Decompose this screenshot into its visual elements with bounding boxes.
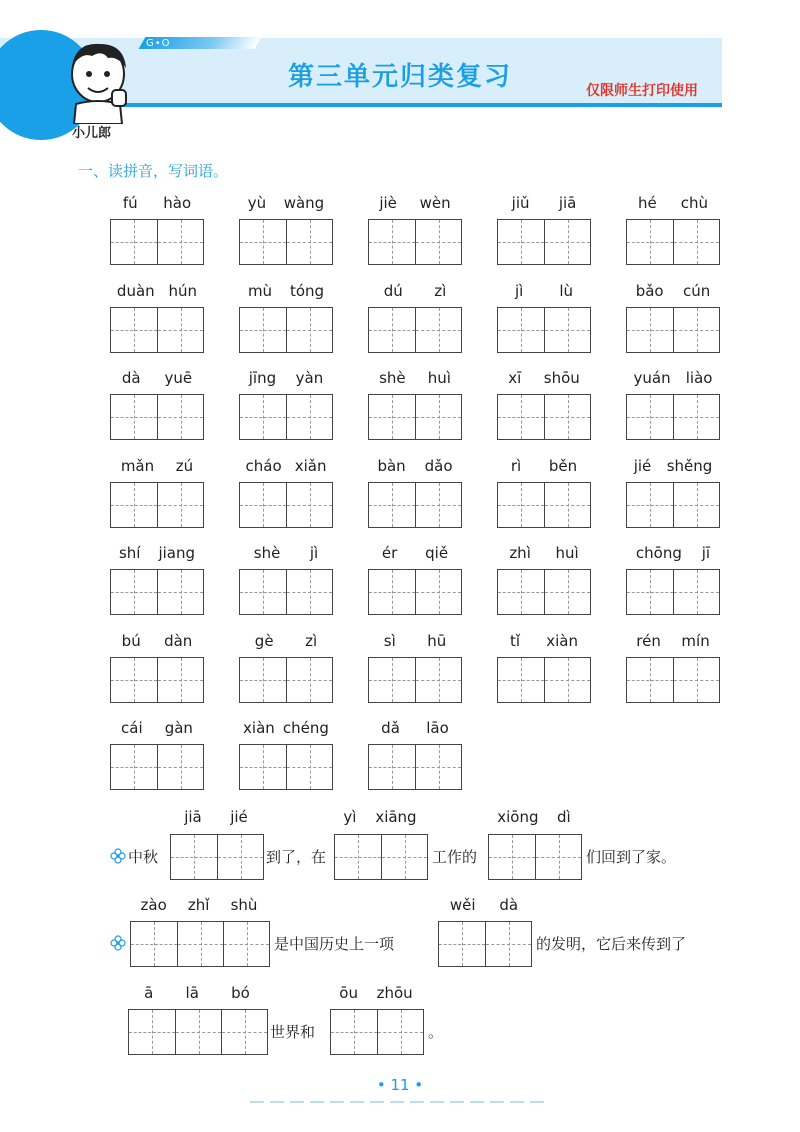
word-cell	[626, 542, 720, 622]
word-pinyin	[626, 455, 720, 477]
sentence3-answer-box1[interactable]	[128, 1009, 268, 1055]
tian-grid-square[interactable]	[111, 658, 157, 702]
pinyin-syllable: jì	[309, 544, 319, 562]
pinyin-syllable: jī	[701, 544, 711, 562]
tian-grid-square[interactable]	[157, 745, 203, 789]
pinyin-syllable: běn	[548, 456, 578, 475]
answer-box[interactable]	[110, 482, 204, 528]
answer-box[interactable]	[110, 569, 204, 615]
tian-grid-square[interactable]	[111, 745, 157, 789]
pinyin-syllable: duàn	[116, 281, 155, 300]
answer-box[interactable]	[368, 482, 462, 528]
pinyin-syllable: wàng	[283, 194, 325, 212]
header-tab-text: G•O	[146, 38, 171, 49]
tian-grid-square[interactable]	[627, 658, 673, 702]
word-pinyin	[626, 192, 720, 214]
word-pinyin	[368, 455, 462, 477]
tian-grid-square[interactable]	[498, 308, 544, 352]
sentence2-answer-box1[interactable]	[130, 921, 270, 967]
word-cell	[626, 367, 720, 447]
answer-box[interactable]	[626, 482, 720, 528]
tian-grid-square[interactable]	[415, 658, 461, 702]
pinyin-syllable: zì	[434, 281, 447, 300]
word-pinyin	[110, 717, 204, 739]
word-cell	[368, 542, 462, 622]
tian-grid-square[interactable]	[544, 658, 590, 702]
footer-decoration	[250, 1101, 550, 1103]
tian-grid-square[interactable]	[415, 745, 461, 789]
pinyin-syllable: hào	[163, 194, 192, 212]
sentence3-text2: 。	[428, 1023, 444, 1041]
word-pinyin	[626, 367, 720, 389]
page-number: • 11 •	[376, 1076, 424, 1094]
answer-box[interactable]	[626, 307, 720, 353]
pinyin-syllable: mù	[247, 281, 273, 300]
pinyin-syllable: lù	[559, 281, 573, 300]
sentence2-text2: 的发明，它后来传到了	[536, 935, 687, 953]
tian-grid-square[interactable]	[286, 570, 332, 614]
tian-grid-square[interactable]	[498, 395, 544, 439]
word-pinyin	[497, 630, 591, 652]
answer-box[interactable]	[110, 394, 204, 440]
pinyin-syllable: bǎo	[635, 281, 664, 300]
answer-box[interactable]	[626, 219, 720, 265]
tian-grid-square[interactable]	[240, 570, 286, 614]
tian-grid-square[interactable]	[111, 483, 157, 527]
answer-box[interactable]	[110, 219, 204, 265]
sentence1-text3: 工作的	[432, 848, 478, 866]
pinyin-syllable: xī	[508, 369, 522, 387]
pinyin-syllable: cái	[121, 719, 143, 737]
word-cell	[497, 455, 591, 535]
word-pinyin	[626, 280, 720, 302]
word-cell	[497, 630, 591, 710]
pinyin-syllable: gè	[254, 631, 274, 650]
pinyin-syllable: dǎ	[381, 719, 400, 737]
pinyin-syllable: shěng	[666, 456, 713, 475]
word-cell	[368, 455, 462, 535]
pinyin-syllable: xiàn	[243, 719, 275, 737]
tian-grid-square[interactable]	[498, 220, 544, 264]
tian-grid-square[interactable]	[627, 483, 673, 527]
sentence3-text1: 世界和	[270, 1023, 316, 1041]
word-pinyin	[239, 455, 333, 477]
tian-grid-square[interactable]	[627, 395, 673, 439]
pinyin-syllable: yuē	[164, 369, 193, 387]
pinyin-syllable: jiè	[379, 194, 397, 212]
pinyin-syllable: dàn	[164, 631, 193, 650]
word-cell	[368, 192, 462, 272]
word-cell	[239, 630, 333, 710]
sentence3-pinyin1: ā lā bó	[144, 984, 250, 1002]
tian-grid-square[interactable]	[415, 308, 461, 352]
pinyin-syllable: ér	[381, 544, 398, 562]
answer-box[interactable]	[368, 219, 462, 265]
pinyin-syllable: yuán	[633, 369, 671, 387]
pinyin-syllable: dà	[121, 369, 141, 387]
pinyin-syllable: rén	[636, 631, 661, 650]
word-pinyin	[497, 367, 591, 389]
boy-mascot-icon	[62, 38, 136, 124]
pinyin-syllable: hún	[168, 281, 198, 300]
answer-box[interactable]	[110, 744, 204, 790]
tian-grid-square[interactable]	[673, 570, 719, 614]
word-pinyin	[110, 542, 204, 564]
pinyin-syllable: jīng	[248, 369, 277, 387]
word-cell	[497, 280, 591, 360]
tian-grid-square[interactable]	[498, 483, 544, 527]
word-cell	[110, 717, 204, 797]
sentence1-answer-box3[interactable]	[488, 834, 582, 880]
pinyin-syllable: shí	[118, 544, 141, 562]
tian-grid-square[interactable]	[369, 220, 415, 264]
pinyin-syllable: mǎn	[120, 456, 155, 475]
tian-grid-square[interactable]	[369, 483, 415, 527]
tian-grid-square[interactable]	[286, 220, 332, 264]
pinyin-syllable: jiang	[158, 544, 196, 562]
tian-grid-square[interactable]	[673, 395, 719, 439]
pinyin-syllable: wèn	[419, 194, 451, 212]
answer-box[interactable]	[239, 482, 333, 528]
pinyin-syllable: rì	[510, 456, 522, 475]
tian-grid-square[interactable]	[286, 308, 332, 352]
answer-box[interactable]	[110, 307, 204, 353]
word-cell	[239, 192, 333, 272]
page-title: 第三单元归类复习	[287, 62, 512, 92]
tian-grid-square[interactable]	[286, 395, 332, 439]
word-cell	[626, 280, 720, 360]
word-cell	[497, 542, 591, 622]
tian-grid-square[interactable]	[673, 308, 719, 352]
tian-grid-square[interactable]	[544, 483, 590, 527]
answer-box[interactable]	[626, 394, 720, 440]
tian-grid-square[interactable]	[369, 658, 415, 702]
tian-grid-square[interactable]	[544, 570, 590, 614]
pinyin-syllable: dú	[383, 281, 403, 300]
pinyin-syllable: jié	[633, 456, 652, 475]
tian-grid-square[interactable]	[111, 220, 157, 264]
tian-grid-square[interactable]	[627, 220, 673, 264]
answer-box[interactable]	[368, 307, 462, 353]
word-cell	[239, 455, 333, 535]
pinyin-syllable: lāo	[426, 719, 449, 737]
word-pinyin	[239, 367, 333, 389]
tian-grid-square[interactable]	[415, 220, 461, 264]
word-cell	[497, 367, 591, 447]
tian-grid-square[interactable]	[544, 220, 590, 264]
sentence2-answer-box2[interactable]	[438, 921, 532, 967]
answer-box[interactable]	[239, 219, 333, 265]
tian-grid-square[interactable]	[157, 483, 203, 527]
tian-grid-square[interactable]	[498, 658, 544, 702]
sentence1-pinyin2: yì xiāng	[343, 808, 417, 826]
word-pinyin	[497, 455, 591, 477]
word-pinyin	[497, 542, 591, 564]
pinyin-syllable: gàn	[164, 719, 193, 737]
tian-grid-square[interactable]	[240, 483, 286, 527]
pinyin-syllable: tóng	[289, 281, 325, 300]
answer-box[interactable]	[497, 569, 591, 615]
word-cell	[368, 630, 462, 710]
tian-grid-square[interactable]	[157, 395, 203, 439]
tian-grid-square[interactable]	[627, 570, 673, 614]
word-cell	[110, 630, 204, 710]
pinyin-syllable: jiā	[558, 194, 577, 212]
tian-grid-square[interactable]	[157, 220, 203, 264]
flower-icon	[110, 935, 126, 951]
word-cell	[626, 192, 720, 272]
word-pinyin	[110, 455, 204, 477]
tian-grid-square[interactable]	[369, 395, 415, 439]
tian-grid-square[interactable]	[369, 308, 415, 352]
sentence1-text2: 到了，在	[266, 848, 327, 866]
pinyin-syllable: huì	[555, 544, 579, 562]
answer-box[interactable]	[497, 394, 591, 440]
tian-grid-square[interactable]	[415, 483, 461, 527]
pinyin-syllable: dǎo	[424, 456, 453, 475]
sentence2-pinyin2: wěi dà	[449, 896, 519, 914]
pinyin-syllable: chéng	[282, 719, 329, 737]
pinyin-syllable: sì	[383, 631, 396, 650]
pinyin-syllable: qiě	[425, 544, 449, 562]
pinyin-syllable: cún	[683, 281, 711, 300]
pinyin-syllable: zhì	[509, 544, 531, 562]
tian-grid-square[interactable]	[157, 308, 203, 352]
tian-grid-square[interactable]	[415, 570, 461, 614]
sentence1-answer-box2[interactable]	[334, 834, 428, 880]
sentence1-text4: 们回到了家。	[586, 848, 677, 866]
sentence2-text1: 是中国历史上一项	[274, 935, 395, 953]
word-cell	[239, 367, 333, 447]
pinyin-syllable: shè	[253, 544, 281, 562]
pinyin-syllable: hé	[637, 194, 657, 212]
tian-grid-square[interactable]	[286, 745, 332, 789]
pinyin-syllable: yàn	[295, 369, 324, 387]
answer-box[interactable]	[497, 657, 591, 703]
pinyin-syllable: bú	[121, 631, 141, 650]
answer-box[interactable]	[239, 394, 333, 440]
pinyin-syllable: fú	[122, 194, 138, 212]
answer-box[interactable]	[368, 744, 462, 790]
print-watermark: 仅限师生打印使用	[586, 83, 698, 99]
pinyin-syllable: bàn	[377, 456, 406, 475]
tian-grid-square[interactable]	[157, 570, 203, 614]
word-pinyin	[239, 280, 333, 302]
sentence1-pinyin3: xiōng dì	[497, 808, 571, 826]
tian-grid-square[interactable]	[627, 308, 673, 352]
word-cell	[368, 280, 462, 360]
word-pinyin	[368, 717, 462, 739]
header-underline	[96, 103, 722, 107]
word-cell	[110, 367, 204, 447]
tian-grid-square[interactable]	[544, 308, 590, 352]
word-pinyin	[368, 280, 462, 302]
tian-grid-square[interactable]	[240, 308, 286, 352]
sentence2-pinyin1: zào zhǐ shù	[140, 896, 258, 914]
answer-box[interactable]	[368, 394, 462, 440]
word-pinyin	[239, 542, 333, 564]
word-pinyin	[110, 630, 204, 652]
tian-grid-square[interactable]	[544, 395, 590, 439]
tian-grid-square[interactable]	[240, 220, 286, 264]
tian-grid-square[interactable]	[157, 658, 203, 702]
word-pinyin	[368, 367, 462, 389]
answer-box[interactable]	[497, 482, 591, 528]
answer-box[interactable]	[239, 569, 333, 615]
pinyin-syllable: cháo	[245, 456, 282, 475]
tian-grid-square[interactable]	[673, 483, 719, 527]
word-pinyin	[110, 192, 204, 214]
pinyin-syllable: jì	[514, 281, 524, 300]
flower-icon	[110, 848, 126, 864]
answer-box[interactable]	[368, 569, 462, 615]
pinyin-syllable: chōng	[635, 544, 682, 562]
word-pinyin	[497, 280, 591, 302]
word-cell	[368, 367, 462, 447]
answer-box[interactable]	[239, 744, 333, 790]
word-pinyin	[626, 630, 720, 652]
word-cell	[497, 192, 591, 272]
tian-grid-square[interactable]	[240, 745, 286, 789]
answer-box[interactable]	[239, 307, 333, 353]
word-cell	[110, 455, 204, 535]
word-pinyin	[239, 630, 333, 652]
pinyin-syllable: hū	[427, 631, 447, 650]
word-pinyin	[497, 192, 591, 214]
pinyin-syllable: jiǔ	[511, 194, 530, 212]
word-pinyin	[239, 192, 333, 214]
tian-grid-square[interactable]	[240, 658, 286, 702]
answer-box[interactable]	[626, 569, 720, 615]
tian-grid-square[interactable]	[240, 395, 286, 439]
pinyin-syllable: zú	[175, 456, 194, 475]
word-pinyin	[110, 280, 204, 302]
pinyin-syllable: yù	[247, 194, 267, 212]
pinyin-syllable: mín	[681, 631, 710, 650]
pinyin-syllable: tǐ	[510, 631, 521, 650]
pinyin-syllable: xiàn	[546, 631, 578, 650]
word-cell	[239, 717, 333, 797]
word-pinyin	[239, 717, 333, 739]
pinyin-syllable: shè	[379, 369, 406, 387]
answer-box[interactable]	[239, 657, 333, 703]
word-cell	[110, 280, 204, 360]
tian-grid-square[interactable]	[673, 658, 719, 702]
word-cell	[110, 192, 204, 272]
pinyin-syllable: liào	[685, 369, 713, 387]
sentence3-answer-box2[interactable]	[330, 1009, 424, 1055]
tian-grid-square[interactable]	[286, 483, 332, 527]
word-pinyin	[110, 367, 204, 389]
pinyin-syllable: huì	[427, 369, 451, 387]
word-cell	[626, 630, 720, 710]
word-cell	[239, 542, 333, 622]
sentence1-answer-box1[interactable]	[170, 834, 264, 880]
word-cell	[110, 542, 204, 622]
pinyin-syllable: shōu	[543, 369, 580, 387]
sentence3-pinyin2: ōu zhōu	[339, 984, 413, 1002]
answer-box[interactable]	[110, 657, 204, 703]
sentence1-text1: 中秋	[128, 848, 159, 866]
word-pinyin	[626, 542, 720, 564]
pinyin-syllable: zì	[305, 631, 318, 650]
word-pinyin	[368, 542, 462, 564]
tian-grid-square[interactable]	[415, 395, 461, 439]
tian-grid-square[interactable]	[111, 570, 157, 614]
pinyin-syllable: chù	[680, 194, 708, 212]
answer-box[interactable]	[497, 219, 591, 265]
tian-grid-square[interactable]	[673, 220, 719, 264]
tian-grid-square[interactable]	[369, 745, 415, 789]
tian-grid-square[interactable]	[369, 570, 415, 614]
tian-grid-square[interactable]	[286, 658, 332, 702]
sentence1-pinyin1: jiā jié	[184, 808, 248, 826]
word-cell	[368, 717, 462, 797]
word-cell	[626, 455, 720, 535]
answer-box[interactable]	[368, 657, 462, 703]
answer-box[interactable]	[626, 657, 720, 703]
pinyin-syllable: xiǎn	[294, 456, 327, 475]
section-title: 一、读拼音，写词语。	[78, 162, 229, 180]
tian-grid-square[interactable]	[111, 395, 157, 439]
word-pinyin	[368, 630, 462, 652]
tian-grid-square[interactable]	[111, 308, 157, 352]
word-pinyin	[368, 192, 462, 214]
tian-grid-square[interactable]	[498, 570, 544, 614]
logo-text: 小儿郎	[72, 126, 112, 141]
word-cell	[239, 280, 333, 360]
answer-box[interactable]	[497, 307, 591, 353]
